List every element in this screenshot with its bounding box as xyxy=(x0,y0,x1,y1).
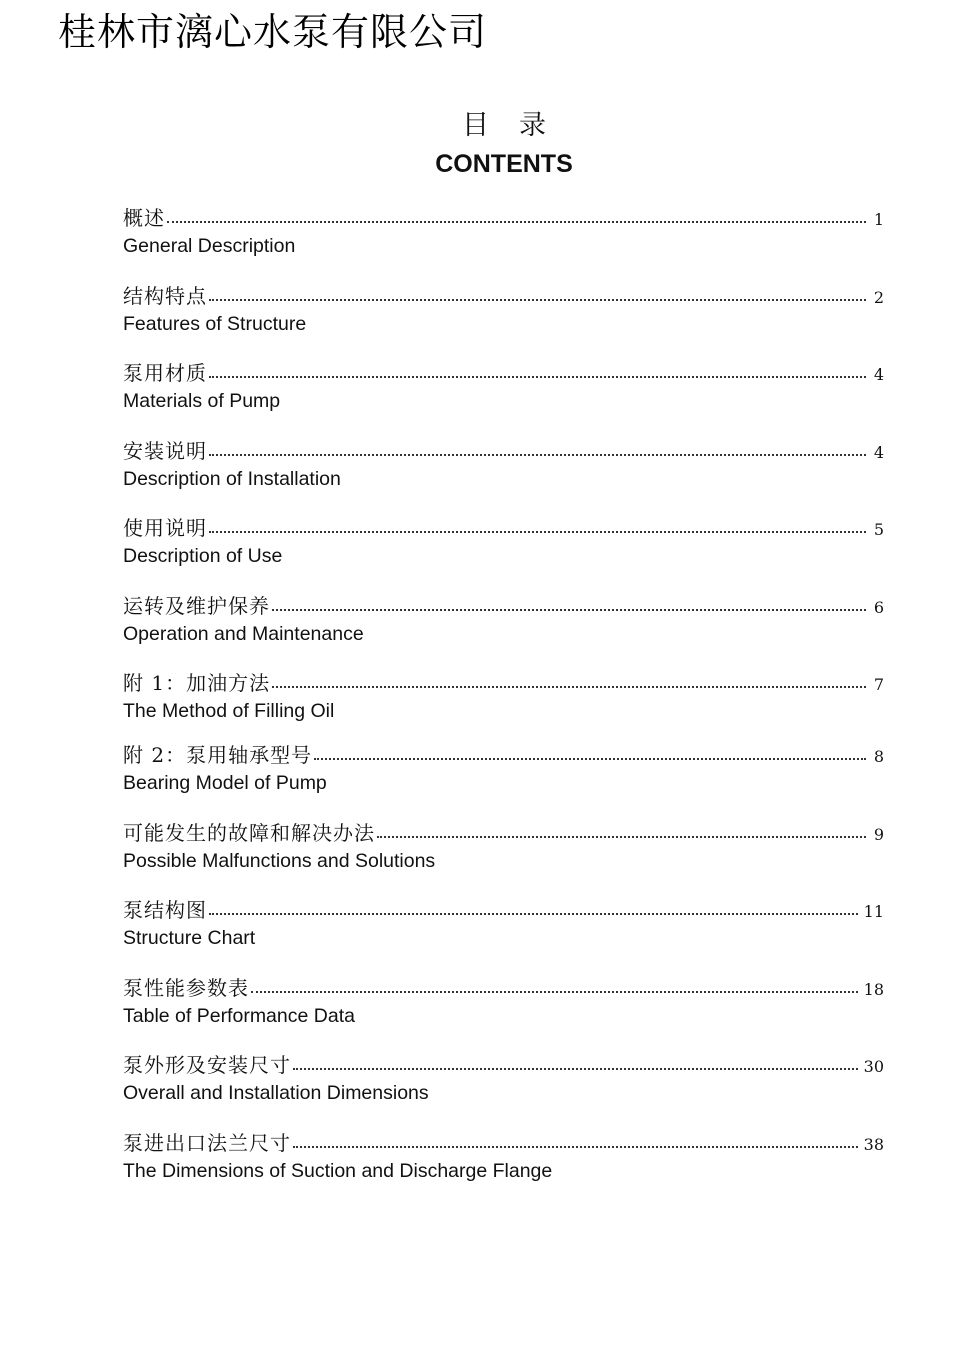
toc-entry-title-en: Structure Chart xyxy=(123,927,256,949)
toc-entry-title-cn: 概述 xyxy=(123,206,165,230)
toc-entry-features-of-structure[interactable] xyxy=(123,278,886,356)
toc-entry-possible-malfunctions[interactable] xyxy=(123,815,886,893)
toc-entry-title-cn: 泵进出口法兰尺寸 xyxy=(123,1130,291,1155)
toc-entry-flange-dimensions[interactable] xyxy=(123,1125,886,1203)
toc-page-number: 2 xyxy=(873,287,884,307)
toc-entry-installation-dimensions[interactable] xyxy=(123,1047,886,1125)
toc-entry-title-en: Operation and Maintenance xyxy=(123,622,364,645)
toc-page-number: 4 xyxy=(873,365,884,384)
dot-leader xyxy=(167,221,866,223)
contents-title-en: CONTENTS xyxy=(435,150,573,178)
toc-entry-title-en: Features of Structure xyxy=(123,312,307,335)
toc-entry-title-cn: 泵用材质 xyxy=(123,361,207,385)
company-name: 桂林市漓心水泵有限公司 xyxy=(58,10,488,54)
toc-entry-title-cn: 可能发生的故障和解决办法 xyxy=(123,820,375,845)
toc-entry-title-en: Bearing Model of Pump xyxy=(123,772,327,794)
toc-entry-title-en: The Method of Filling Oil xyxy=(123,700,335,722)
toc-entry-title-cn: 使用说明 xyxy=(123,516,207,540)
toc-entry-bearing-model-of-pump[interactable] xyxy=(123,737,886,815)
dot-leader xyxy=(251,991,858,993)
toc-entry-title-en: Materials of Pump xyxy=(123,390,281,412)
dot-leader xyxy=(293,1068,858,1070)
toc-entry-title-cn: 安装说明 xyxy=(123,438,207,463)
dot-leader xyxy=(209,913,858,915)
dot-leader xyxy=(293,1146,858,1148)
toc-page-number: 8 xyxy=(873,747,884,766)
toc-entry-performance-data[interactable] xyxy=(123,970,886,1048)
toc-entry-title-cn: 附 2：泵用轴承型号 xyxy=(123,743,313,767)
toc-entry-structure-chart[interactable] xyxy=(123,892,886,970)
dot-leader xyxy=(377,836,866,838)
toc-page-number: 7 xyxy=(873,675,884,694)
toc-entry-title-cn: 泵外形及安装尺寸 xyxy=(123,1053,291,1077)
toc-entry-general-description[interactable] xyxy=(123,200,886,278)
toc-page-number: 4 xyxy=(873,442,884,462)
toc-entry-description-of-installation[interactable] xyxy=(123,433,886,511)
toc-entry-method-of-filling-oil[interactable] xyxy=(123,665,886,737)
dot-leader xyxy=(209,531,866,533)
toc-entry-title-cn: 附 1：加油方法 xyxy=(123,671,271,695)
dot-leader xyxy=(209,376,866,378)
toc-entry-title-cn: 泵性能参数表 xyxy=(123,975,249,1000)
toc-page-number: 9 xyxy=(873,824,884,844)
table-of-contents xyxy=(123,200,886,1202)
toc-entry-title-cn: 运转及维护保养 xyxy=(123,593,270,618)
toc-entry-title-en: The Dimensions of Suction and Discharge Flange xyxy=(123,1159,553,1182)
toc-entry-materials-of-pump[interactable] xyxy=(123,355,886,433)
toc-entry-title-en: General Description xyxy=(123,235,296,257)
dot-leader xyxy=(314,758,866,760)
toc-page-number: 11 xyxy=(863,902,884,921)
toc-entry-title-en: Description of Use xyxy=(123,545,283,567)
toc-entry-title-cn: 结构特点 xyxy=(123,283,207,308)
toc-page-number: 5 xyxy=(873,520,884,539)
toc-page-number: 1 xyxy=(873,210,884,229)
contents-title-cn: 目录 xyxy=(462,110,576,141)
toc-entry-title-en: Overall and Installation Dimensions xyxy=(123,1082,429,1104)
dot-leader xyxy=(209,299,866,301)
toc-entry-title-en: Possible Malfunctions and Solutions xyxy=(123,849,436,872)
toc-page-number: 6 xyxy=(873,597,884,617)
dot-leader xyxy=(209,454,866,456)
toc-entry-operation-and-maintenance[interactable] xyxy=(123,588,886,666)
toc-page-number: 30 xyxy=(863,1057,884,1076)
dot-leader xyxy=(272,609,866,611)
toc-entry-title-en: Description of Installation xyxy=(123,467,341,490)
toc-page-number: 38 xyxy=(863,1134,884,1154)
toc-entry-title-cn: 泵结构图 xyxy=(123,898,207,922)
toc-entry-description-of-use[interactable] xyxy=(123,510,886,588)
toc-page-number: 18 xyxy=(863,979,884,999)
toc-entry-title-en: Table of Performance Data xyxy=(123,1004,355,1027)
dot-leader xyxy=(272,686,866,688)
